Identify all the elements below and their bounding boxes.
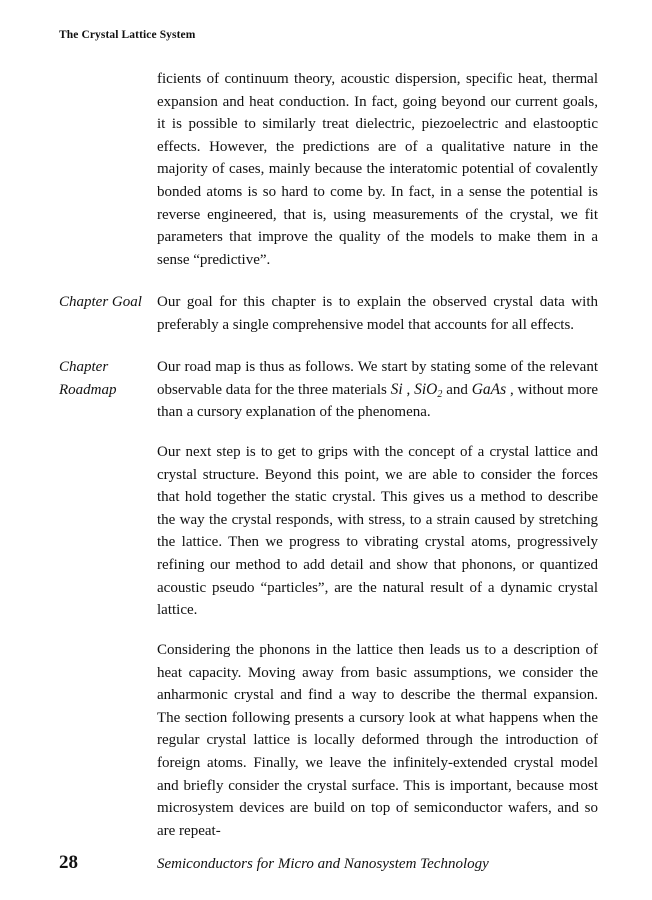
formula-si: Si <box>390 380 403 398</box>
footer-book-title: Semiconductors for Micro and Nanosystem Technology <box>157 856 489 872</box>
formula-sio2-subscript: 2 <box>437 388 443 400</box>
paragraph-phonons: Considering the phonons in the lattice then leads us to a description of heat capacity. Moving away from basic assumptions, we consider the anharmonic crystal and find a way to describe the thermal expansion. The section following presents a cursory look at what happens when the regular crystal lattice is locally deformed through the introduction of foreign atoms. Finally, we leave the infinitely-extended crystal model and briefly consider the crystal surface. This is important, because most microsystem devices are build on top of semiconductor wafers, and so are repeat- <box>157 642 598 839</box>
paragraph-intro-continued: ficients of continuum theory, acoustic dispersion, specific heat, thermal expansion and heat conduction. In fact, going beyond our current goals, it is possible to similarly treat dielectric, piezoelectric and elastooptic effects. However, the predictions are of a qualitative nature in the majority of cases, mainly because the interatomic potential of covalently bonded atoms is so hard to come by. In fact, in a sense the potential is reverse engineered, that is, using measurements of the crystal, we fit parameters that improve the quality of the models to make them in a sense “predictive”. <box>157 71 598 268</box>
margin-note-chapter-roadmap <box>59 356 154 401</box>
formula-gaas: GaAs <box>471 380 507 398</box>
page-number: 28 <box>59 852 78 873</box>
margin-note-chapter-goal: Chapter Goal <box>59 294 142 310</box>
formula-sio2 <box>414 381 442 398</box>
roadmap-separator-2: and <box>442 381 472 398</box>
running-head: The Crystal Lattice System <box>59 29 196 41</box>
margin-note-roadmap-line2: Roadmap <box>59 381 117 398</box>
paragraph-roadmap <box>157 356 598 424</box>
paragraph-chapter-goal: Our goal for this chapter is to explain the observed crystal data with preferably a single comprehensive model that accounts for all effects. <box>157 294 598 333</box>
paragraph-next-step: Our next step is to get to grips with the concept of a crystal lattice and crystal structure. Beyond this point, we are able to consider the forces that hold together the static crystal. This gives us a method to describe the way the crystal responds, with stress, to a strain caused by stretching the lattice. Then we progress to vibrating crystal atoms, progressively refining our method to add detail and show that phonons, or quantized acoustic pseudo “particles”, are the natural result of a dynamic crystal lattice. <box>157 444 598 619</box>
roadmap-text-start: Our road map is thus as follows. We start by stating some of the relevant observable data for the three materials <box>157 359 598 398</box>
formula-sio2-base: SiO <box>414 380 438 398</box>
roadmap-separator-1: , <box>402 381 415 398</box>
roadmap-text-end: , without more than a cursory explanation of the phenomena. <box>157 381 599 421</box>
margin-note-roadmap-line1: Chapter <box>59 359 109 375</box>
